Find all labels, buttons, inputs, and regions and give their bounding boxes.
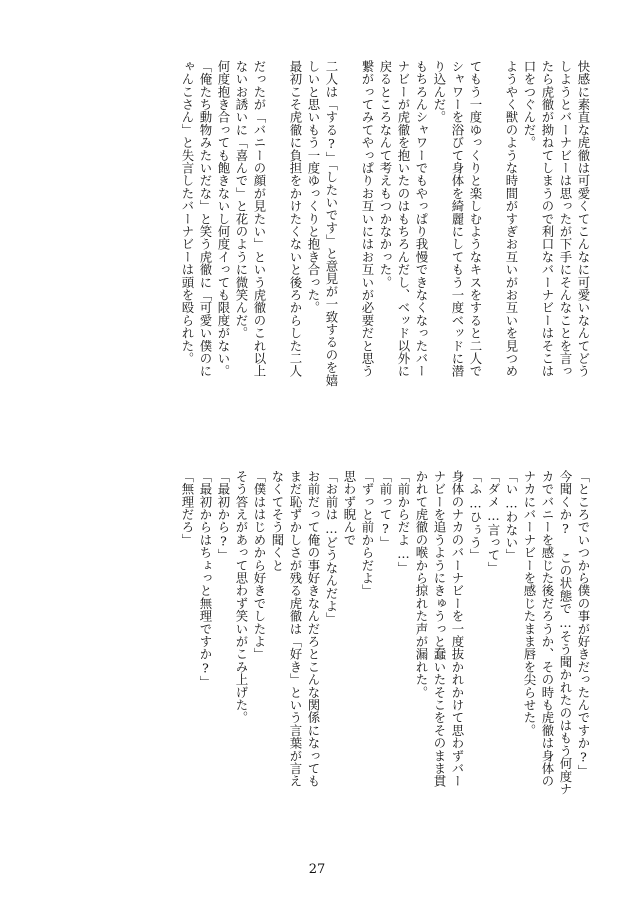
text-line: 「ふ…ひぅう」 [468,470,483,562]
text-line: 「僕ははじめから好きでしたよ」 [252,470,267,661]
text-line: てもう一度ゆっくりと楽しむようなキスをすると二人で [468,60,483,378]
text-line: ゃんこさん」と失言したバーナビーは頭を殴られた。 [180,60,195,365]
text-line: 思わず睨んで [342,470,357,547]
text-line: り込んだ。 [432,60,447,124]
text-line: たら虎徹が拗ねてしまうので利口なバーナビーはそこは [540,60,555,378]
text-line: 口をつぐんだ。 [522,60,537,149]
text-line: もちろんシャワーでもやっぱり我慢できなくなったバー [414,60,429,378]
text-line: ないお誘いに「喜んで」と花のように微笑んだ。 [234,60,249,340]
text-line: 「無理だろ」 [180,470,195,547]
text-line: 「ところでいつから僕の事が好きだったんですか?」 [576,470,591,778]
text-line: シャワーを浴びて身体を綺麗にしてもう一度ベッドに潜 [450,60,465,378]
text-line: 「い…わない」 [504,470,519,562]
text-line: 「最初からはちょっと無理ですか?」 [198,470,213,689]
text-line: 「前からだよ…」 [396,470,411,575]
text-line: 「ダメ…言って」 [486,470,501,575]
text-line: 戻るところなんて考えもつかなかった。 [378,60,393,289]
text-line: 繋がってみてやっぱりお互いにはお互いが必要だと思う [360,60,375,378]
upper-text-block [72,60,592,420]
text-line: しいと思いもう一度ゆっくりと抱き合った。 [306,60,321,314]
text-line: 最初こそ虎徹に負担をかけたくないと後ろからした二人 [288,60,303,378]
text-line: だったが「バニーの顔が見たい」という虎徹のこれ以上 [252,60,267,378]
page-number: 27 [308,862,326,877]
text-line: まだ恥ずかしさが残る虎徹は「好き」という言葉が言え [288,470,303,788]
text-line: しようとバーナビーは思ったが下手にそんなことを言っ [558,60,573,378]
text-line: 今聞くか? この状態で…そう聞かれたのはもう何度ナ [558,470,573,796]
text-line: 何度抱き合っても飽きないし何度イっても限度がない。 [216,60,231,378]
text-line: 「前って?」 [378,470,393,549]
text-line: かれて虎徹の喉から掠れた声が漏れた。 [414,470,429,699]
text-line: 「最初から?」 [216,470,231,562]
text-line: 「お前は…どうなんだよ」 [324,470,339,625]
text-line: ナカにバーナビーを感じたまま唇を尖らせた。 [522,470,537,737]
text-line: ナビーが虎徹を抱いたのはもちろんだし、ベッド以外に [396,60,411,378]
text-line: 快感に素直な虎徹は可愛くてこんなに可愛いなんてどう [576,60,591,378]
text-line: ようやく獣のような時間がすぎお互いがお互いを見つめ [504,60,519,378]
lower-text-block [72,470,592,842]
text-line: お前だって俺の事好きなんだろとこんな関係になっても [306,470,321,788]
text-line: 「俺たち動物みたいだな」と笑う虎徹に「可愛い僕のに [198,60,213,378]
text-line: 二人は「する?」「したいです」と意見が一致するのを嬉 [324,60,339,387]
text-line: そう答えがあって思わず笑いがこみ上げた。 [234,470,249,724]
text-line: カでバニーを感じた後だろうか、その時も虎徹は身体の [540,470,555,788]
text-line: 身体のナカのバーナビーを一度抜かれかけて思わずバー [450,470,465,788]
text-line: 「ずっと前からだよ」 [360,470,375,597]
text-line: なくてそう聞くと [270,470,285,572]
text-line: ナビーを追うようにきゅうっと蠢いたそこをそのまま貫 [432,470,447,788]
